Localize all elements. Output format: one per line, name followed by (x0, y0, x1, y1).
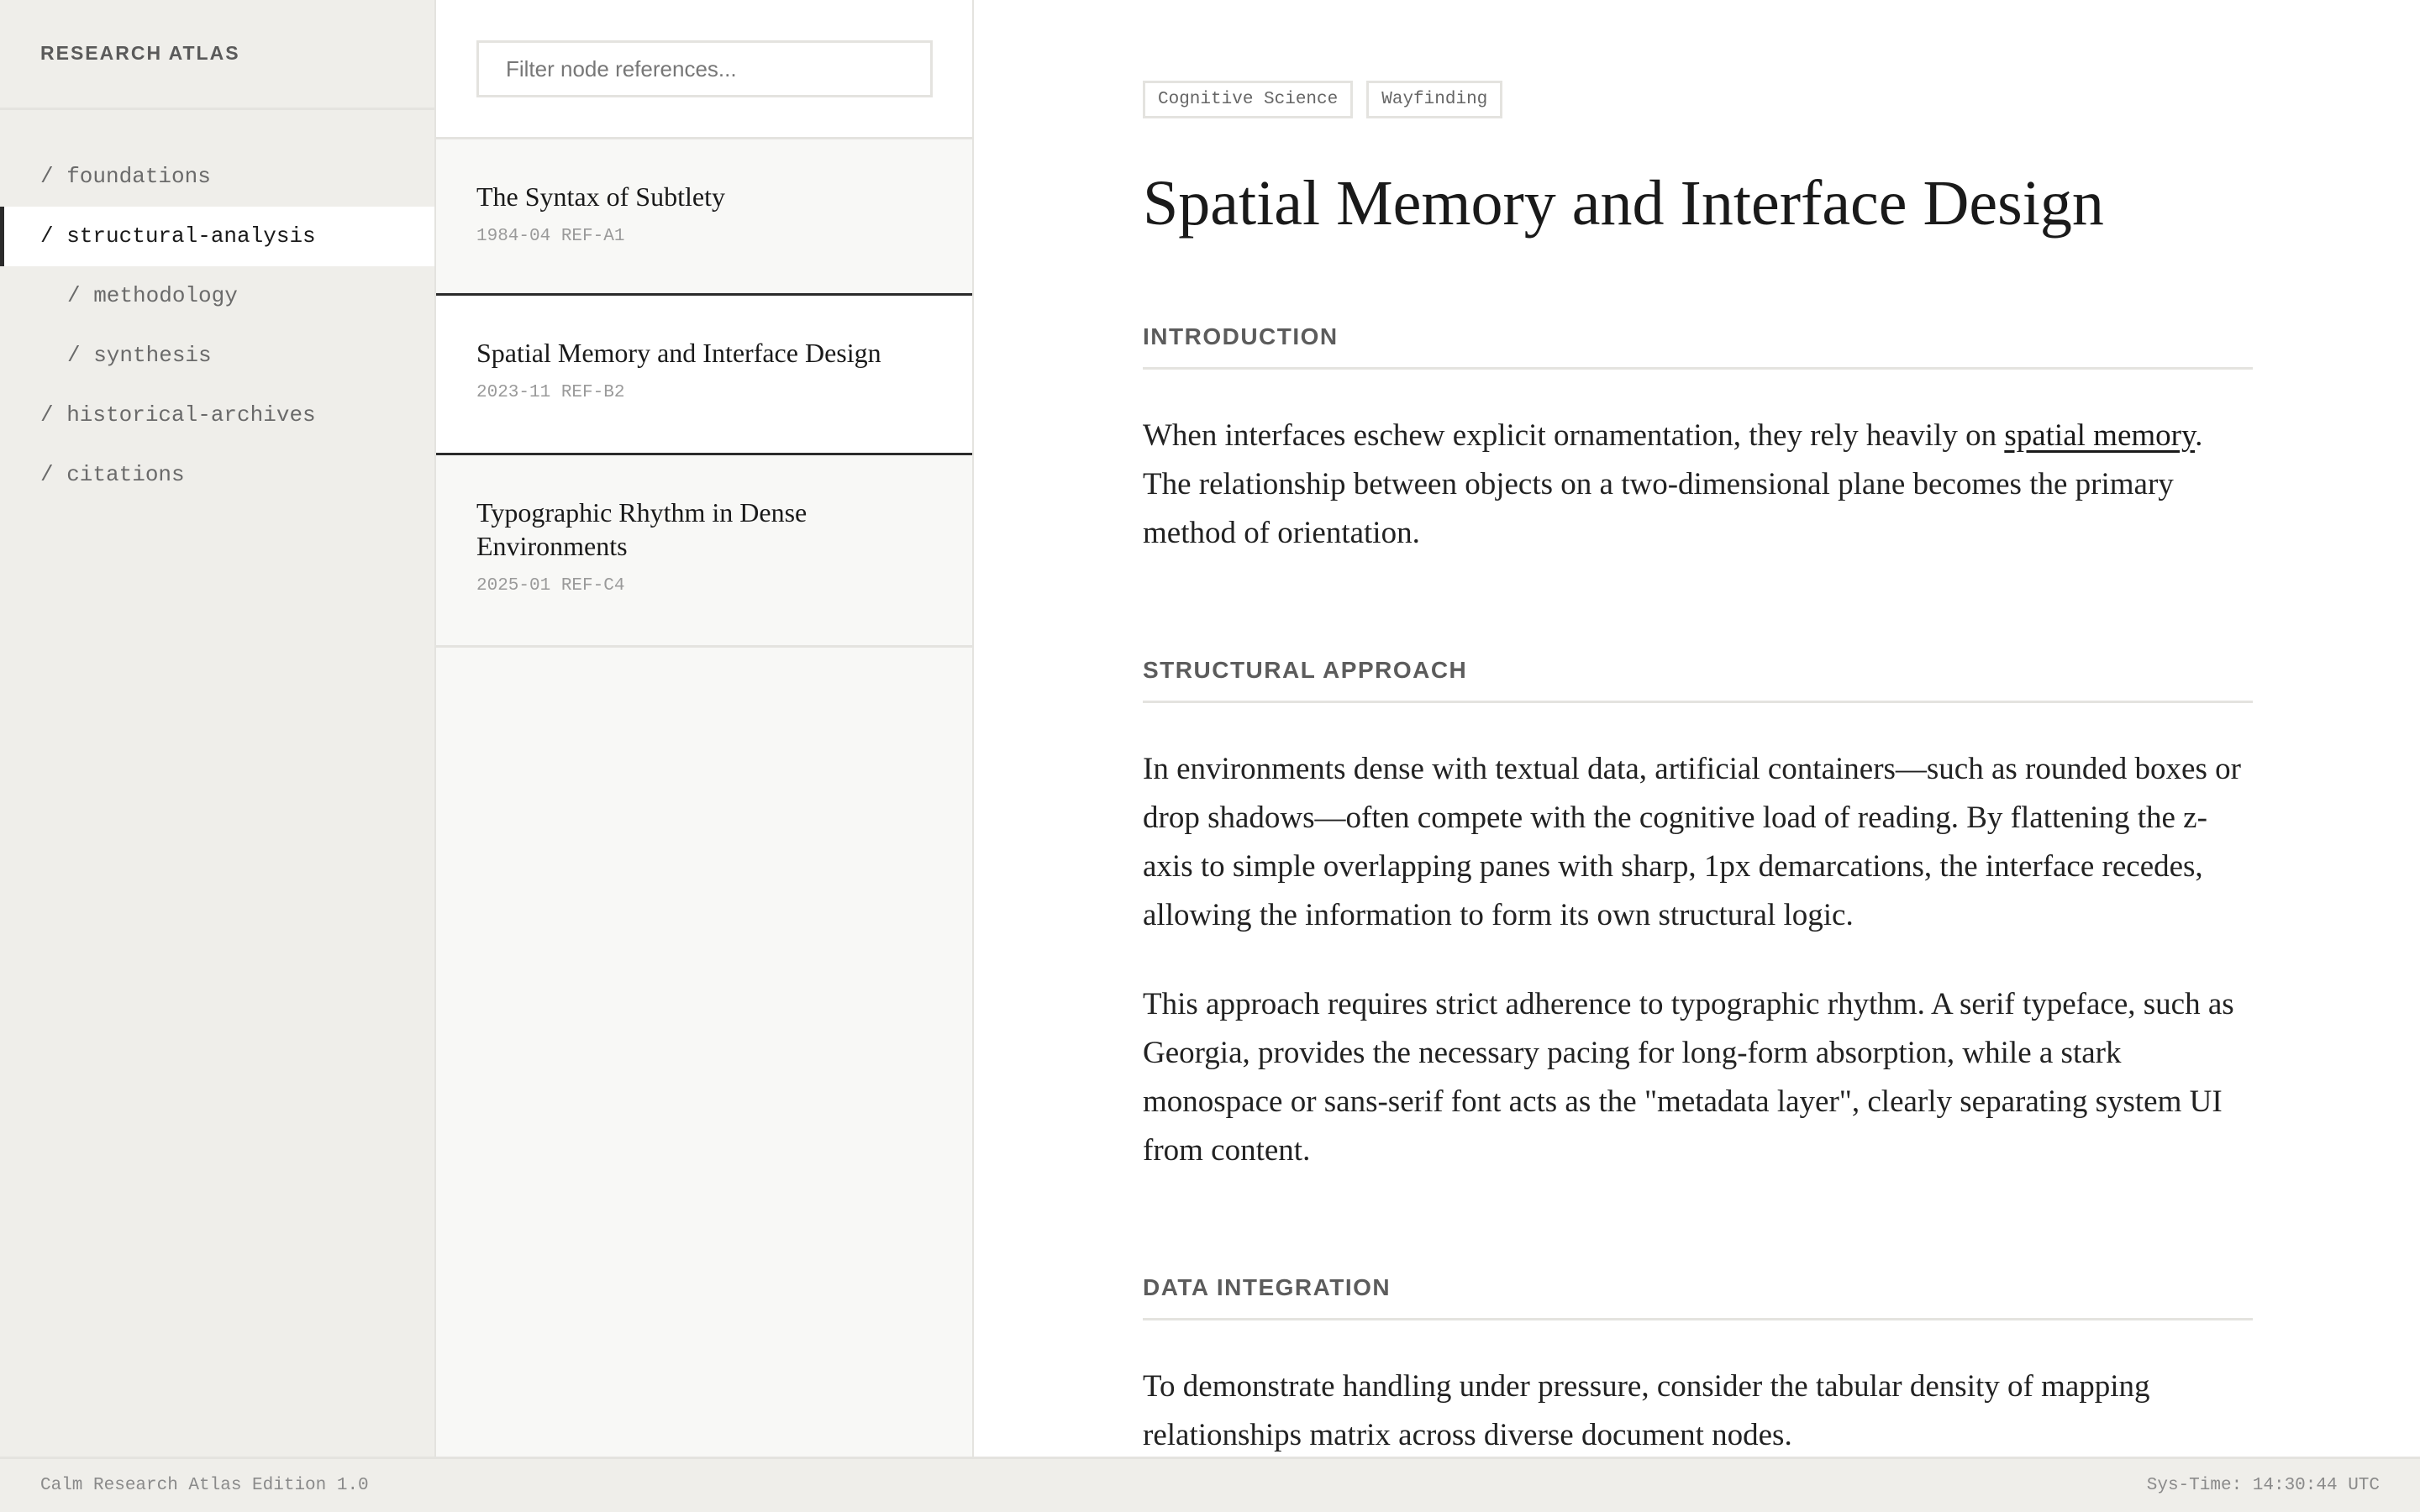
paragraph: To demonstrate handling under pressure, consider the tabular density of mapping relationships matrix across diverse document nodes. (1143, 1368, 2150, 1452)
tag-cognitive-science[interactable]: Cognitive Science (1143, 81, 1353, 118)
app-brand: RESEARCH ATLAS (40, 42, 240, 64)
reference-meta: 2023-11 REF-B2 (476, 383, 625, 402)
reference-meta: 2025-01 REF-C4 (476, 576, 625, 596)
reference-title: Typographic Rhythm in Dense Environments (476, 497, 808, 561)
tag-list (1143, 81, 2253, 118)
paragraph-text: . The relationship between objects on a two-dimensional plane becomes the primary method of orientation. (1143, 417, 2203, 550)
sidebar-header (0, 0, 434, 110)
reference-title: Spatial Memory and Interface Design (476, 338, 881, 368)
sidebar-item-methodology[interactable]: / methodology (67, 283, 238, 308)
edition-label: Calm Research Atlas Edition 1.0 (40, 1476, 369, 1495)
section-heading-introduction: INTRODUCTION (1143, 323, 2253, 370)
reference-item[interactable] (436, 455, 972, 648)
sidebar-item-foundations[interactable]: / foundations (40, 164, 211, 189)
spatial-memory-link[interactable]: spatial memory (2004, 417, 2196, 453)
section-heading-data-integration: DATA INTEGRATION (1143, 1274, 2253, 1320)
article (1143, 81, 2253, 1457)
list-header (436, 0, 972, 139)
filter-input[interactable] (476, 40, 933, 97)
reference-list-pane (436, 0, 974, 1457)
sidebar-nav (0, 110, 434, 505)
status-bar (0, 1457, 2420, 1512)
paragraph (1143, 412, 2253, 558)
sidebar-item-citations[interactable]: / citations (40, 462, 185, 487)
article-pane (976, 0, 2420, 1457)
reference-item-selected[interactable] (436, 293, 972, 455)
system-time: Sys-Time: 14:30:44 UTC (2146, 1476, 2380, 1495)
article-title: Spatial Memory and Interface Design (1143, 168, 2104, 239)
section-heading-structural-approach: STRUCTURAL APPROACH (1143, 657, 2253, 703)
paragraph: In environments dense with textual data, artificial containers—such as rounded boxes or drop shadows—often compete with the cognitive load of reading. By flattening the z-axis to simple overlapping panes with sharp, 1px demarcations, the interface recedes, allowing the information to form its own structural logic. (1143, 751, 2241, 932)
sidebar (0, 0, 436, 1457)
sidebar-item-historical-archives[interactable]: / historical-archives (40, 402, 316, 428)
reference-meta: 1984-04 REF-A1 (476, 227, 625, 246)
reference-title: The Syntax of Subtlety (476, 181, 725, 212)
paragraph: This approach requires strict adherence to typographic rhythm. A serif typeface, such as Georgia, provides the necessary pacing for long-form absorption, while a stark monospace or sans-serif font acts as the "metadata layer", clearly separating system UI from content. (1143, 986, 2234, 1168)
sidebar-item-structural-analysis[interactable]: / structural-analysis (0, 207, 434, 266)
tag-wayfinding[interactable]: Wayfinding (1366, 81, 1502, 118)
reference-item[interactable] (436, 139, 972, 296)
paragraph-text: When interfaces eschew explicit ornamentation, they rely heavily on (1143, 417, 2005, 453)
sidebar-item-synthesis[interactable]: / synthesis (67, 343, 212, 368)
